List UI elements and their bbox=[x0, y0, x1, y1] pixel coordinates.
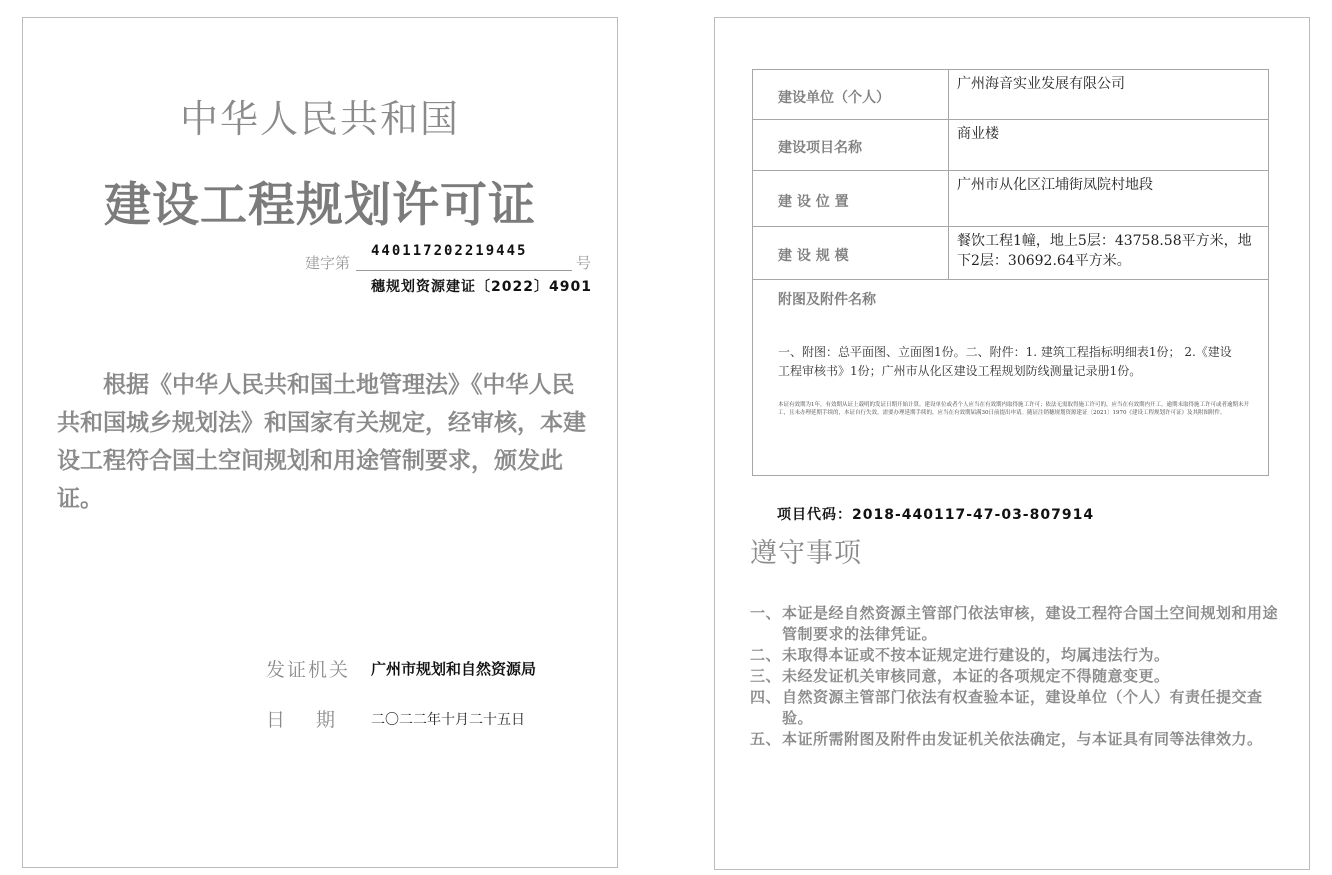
list-item bbox=[750, 687, 1290, 729]
row-value: 广州海音实业发展有限公司 bbox=[949, 70, 1269, 120]
permit-left-page bbox=[22, 17, 618, 868]
project-code-value: 2018-440117-47-03-807914 bbox=[852, 507, 1095, 523]
list-item bbox=[750, 603, 1290, 645]
rule-number: 五、 bbox=[750, 730, 782, 748]
row-label: 建设单位（个人） bbox=[753, 70, 949, 120]
row-value: 广州市从化区江埔街凤院村地段 bbox=[949, 171, 1269, 227]
issuer-value: 广州市规划和自然资源局 bbox=[371, 660, 537, 678]
rule-text: 自然资源主管部门依法有权查验本证，建设单位（个人）有责任提交查验。 bbox=[782, 688, 1263, 727]
project-code bbox=[777, 504, 1094, 524]
certificate-number-underline bbox=[356, 270, 572, 271]
rules-list bbox=[750, 603, 1290, 750]
project-info-table bbox=[752, 69, 1269, 476]
preamble-text: 根据《中华人民共和国土地管理法》《中华人民共和国城乡规划法》和国家有关规定，经审核，本建设工程符合国土空间规划和用途管制要求，颁发此证。 bbox=[57, 372, 586, 512]
date-label: 日期 bbox=[266, 709, 367, 731]
certificate-title: 建设工程规划许可证 bbox=[104, 178, 536, 233]
list-item bbox=[750, 729, 1290, 750]
attachments-label: 附图及附件名称 bbox=[778, 292, 876, 308]
table-row bbox=[753, 120, 1269, 171]
list-item bbox=[750, 645, 1290, 666]
list-item bbox=[750, 666, 1290, 687]
rule-number: 四、 bbox=[750, 688, 782, 706]
rule-number: 一、 bbox=[750, 604, 782, 622]
certificate-subnumber: 穗规划资源建证〔2022〕4901 bbox=[371, 279, 592, 295]
rule-text: 本证是经自然资源主管部门依法审核，建设工程符合国土空间规划和用途管制要求的法律凭证。 bbox=[782, 604, 1279, 643]
attachments-note: 本证有效期为1年，有效期从证上载明的发证日期开始计算。建设单位或者个人应当在有效期内取得施工许可；依法无需取得施工许可的，应当在有效期内开工。逾期未取得施工许可或者逾期未开工，且未办理延期手续的，本证自行失效。需要办理延期手续的，应当在有效期届满30日前提出申请。随证注销穗规划资源建证〔2021〕1970《建设工程规划许可证》及其附图附件。 bbox=[778, 402, 1250, 416]
row-label: 建 设 规 模 bbox=[753, 227, 949, 280]
certificate-number-prefix: 建字第 bbox=[305, 254, 351, 272]
row-label: 建设项目名称 bbox=[753, 120, 949, 171]
rule-text: 本证所需附图及附件由发证机关依法确定，与本证具有同等法律效力。 bbox=[782, 730, 1263, 748]
row-value: 商业楼 bbox=[949, 120, 1269, 171]
table-row bbox=[753, 171, 1269, 227]
attachments-cell bbox=[753, 280, 1269, 476]
date-value: 二〇二二年十月二十五日 bbox=[371, 712, 525, 728]
rule-number: 三、 bbox=[750, 667, 782, 685]
rule-number: 二、 bbox=[750, 646, 782, 664]
rule-text: 未取得本证或不按本证规定进行建设的，均属违法行为。 bbox=[782, 646, 1170, 664]
country-name: 中华人民共和国 bbox=[179, 97, 460, 141]
table-row bbox=[753, 227, 1269, 280]
table-row-attachments bbox=[753, 280, 1269, 476]
attachments-text: 一、附图：总平面图、立面图1份。二、附件：1. 建筑工程指标明细表1份； 2.《建设工程审核书》1份；广州市从化区建设工程规划防线测量记录册1份。 bbox=[778, 345, 1232, 378]
permit-right-page bbox=[714, 17, 1310, 870]
section-title: 遵守事项 bbox=[750, 538, 862, 569]
issuer-label: 发证机关 bbox=[266, 659, 351, 681]
row-value: 餐饮工程1幢，地上5层：43758.58平方米，地下2层：30692.64平方米。 bbox=[949, 227, 1269, 280]
table-row bbox=[753, 70, 1269, 120]
rule-text: 未经发证机关审核同意，本证的各项规定不得随意变更。 bbox=[782, 667, 1170, 685]
certificate-number: 440117202219445 bbox=[371, 243, 528, 259]
row-label: 建 设 位 置 bbox=[753, 171, 949, 227]
certificate-number-suffix: 号 bbox=[576, 254, 592, 272]
project-code-label: 项目代码： bbox=[777, 507, 852, 523]
